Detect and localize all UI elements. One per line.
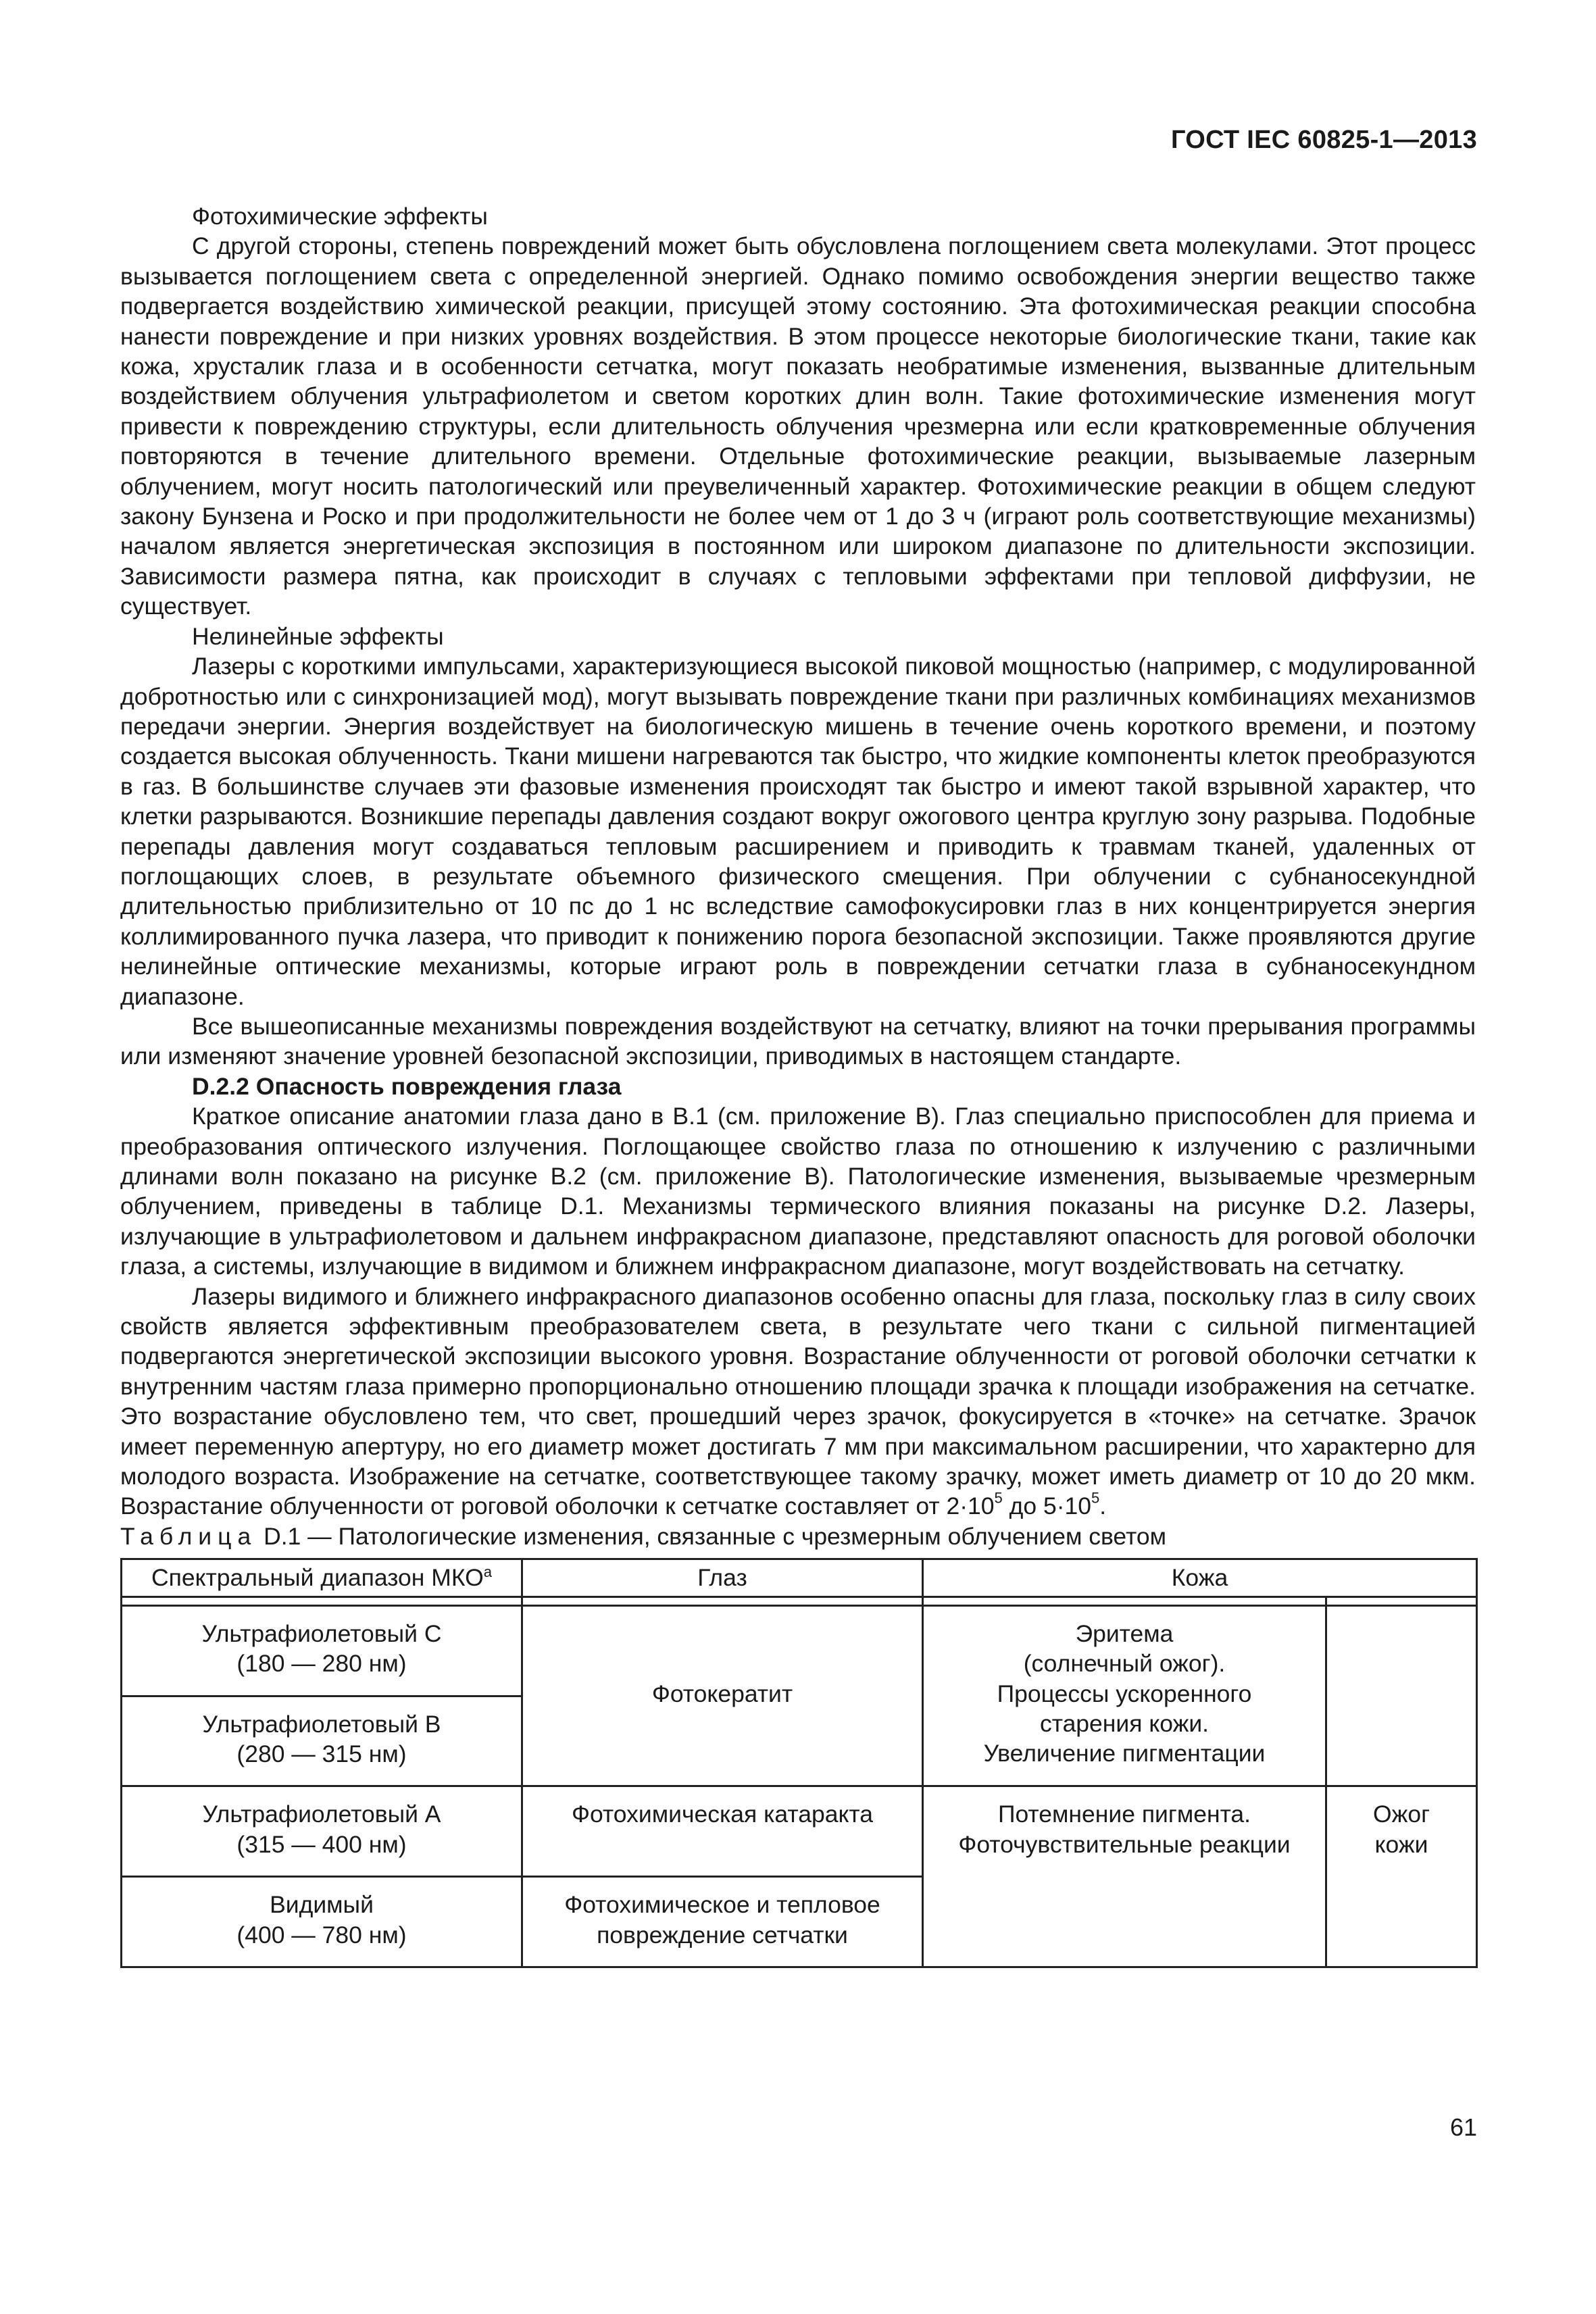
paragraph-visible-text-2: до 5·10 [1002, 1492, 1092, 1520]
pathology-table [120, 1558, 1478, 1968]
header-skin: Кожа [923, 1559, 1477, 1596]
header-eye: Глаз [522, 1559, 923, 1596]
table-row [122, 1786, 1477, 1877]
table-caption [120, 1521, 1476, 1551]
paragraph-photochemical: С другой стороны, степень повреждений может быть обусловлена поглощением света молекулами. Этот процесс вызывается поглощением света с определенной энергией. Однако помимо освобождения энергии вещество также подвергается воздействию химической реакции, присущей этому состоянию. Эта фотохимическая реакции способна нанести повреждение и при низких уровнях воздействия. В этом процессе некоторые биологические ткани, такие как кожа, хрусталик глаза и в особенности сетчатка, могут показать необратимые изменения, вызванные длительным воздействием облучения ультрафиолетом и светом коротких длин волн. Такие фотохимические изменения могут привести к повреждению структуры, если длительность облучения чрезмерна или если кратковременные облучения повторяются в течение длительного времени. Отдельные фотохимические реакции, вызываемые лазерным облучением, могут носить патологический или преувеличенный характер. Фотохимические реакции в общем следуют закону Бунзена и Роско и при продолжительности не более чем от 1 до 3 ч (играют роль соответствующие механизмы) началом является энергетическая экспозиция в постоянном или широком диапазоне по длительности экспозиции. Зависимости размера пятна, как происходит в случаях с тепловыми эффектами при тепловой диффузии, не существует. [120, 232, 1476, 620]
cell-uvb: Ультрафиолетовый В (280 — 315 нм) [122, 1696, 522, 1786]
header-spectral-footnote: а [483, 1563, 492, 1581]
table-caption-prefix: Таблица [120, 1522, 257, 1550]
paragraph-mechanisms: Все вышеописанные механизмы повреждения воздействуют на сетчатку, влияют на точки прерывания программы или изменяют значение уровней безопасной экспозиции, приводимых в настоящем стандарте. [120, 1012, 1476, 1070]
cell-uva: Ультрафиолетовый А (315 — 400 нм) [122, 1786, 522, 1877]
cell-pigment-darkening: Потемнение пигмента. Фоточувствительные реакции [923, 1786, 1326, 1967]
paragraph-anatomy: Краткое описание анатомии глаза дано в В.1 (см. приложение В). Глаз специально приспособлен для приема и преобразования оптического излучения. Поглощающее свойство глаза по отношению к излучению с различными длинами волн показано на рисунке В.2 (см. приложение В). Патологические изменения, вызываемые чрезмерным облучением, приведены в таблице D.1. Механизмы термического влияния показаны на рисунке D.2. Лазеры, излучающие в ультрафиолетовом и дальнем инфракрасном диапазоне, представляют опасность для роговой оболочки глаза, а системы, излучающие в видимом и ближнем инфракрасном диапазоне, могут воздействовать на сетчатку. [120, 1103, 1476, 1280]
paragraph-visible-end: . [1099, 1492, 1107, 1520]
table-caption-text: D.1 — Патологические изменения, связанные с чрезмерным облучением светом [257, 1522, 1166, 1550]
page-number: 61 [1449, 2113, 1477, 2141]
cell-retina-damage: Фотохимическое и тепловое повреждение сетчатки [522, 1877, 923, 1967]
header-separator [122, 1596, 1477, 1605]
table-row [122, 1605, 1477, 1696]
standard-header: ГОСТ IEC 60825-1—2013 [1170, 126, 1477, 154]
cell-erythema: Эритема (солнечный ожог). Процессы ускоренного старения кожи. Увеличение пигментации [923, 1605, 1326, 1786]
subheading-photochemical: Фотохимические эффекты [192, 203, 488, 230]
cell-photochem-cataract: Фотохимическая катаракта [522, 1786, 923, 1877]
cell-skin-burn: Ожог кожи [1326, 1786, 1477, 1967]
exponent-1: 5 [994, 1489, 1003, 1507]
subheading-nonlinear: Нелинейные эффекты [192, 622, 444, 650]
header-spectral-text: Спектральный диапазон МКО [151, 1564, 484, 1592]
cell-photokeratitis: Фотокератит [522, 1605, 923, 1786]
cell-uvc: Ультрафиолетовый С (180 — 280 нм) [122, 1605, 522, 1696]
cell-visible: Видимый (400 — 780 нм) [122, 1877, 522, 1967]
paragraph-visible-text: Лазеры видимого и ближнего инфракрасного диапазонов особенно опасны для глаза, поскольку глаз в силу своих свойств является эффективным преобразователем света, в результате чего ткани с сильной пигментацией подвергаются энергетической экспозиции высокого уровня. Возрастание облученности от роговой оболочки сетчатки к внутренним частям глаза примерно пропорционально отношению площади зрачка к площади изображения на сетчатке. Это возрастание обусловлено тем, что свет, прошедший через зрачок, фокусируется в «точке» на сетчатке. Зрачок имеет переменную апертуру, но его диаметр может достигать 7 мм при максимальном расширении, что характерно для молодого возраста. Изображение на сетчатке, соответствующее такому зрачку, может иметь диаметр от 10 до 20 мкм. Возрастание облученности от роговой оболочки к сетчатке составляет от 2·10 [120, 1282, 1476, 1520]
document-body [120, 201, 1476, 1968]
paragraph-nonlinear: Лазеры с короткими импульсами, характеризующиеся высокой пиковой мощностью (например, с модулированной добротностью или с синхронизацией мод), могут вызывать повреждение ткани при различных комбинациях механизмов передачи энергии. Энергия воздействует на биологическую мишень в течение очень короткого времени, и поэтому создается высокая облученность. Ткани мишени нагреваются так быстро, что жидкие компоненты клеток преобразуются в газ. В большинстве случаев эти фазовые изменения происходят так быстро и имеют такой взрывной характер, что клетки разрываются. Возникшие перепады давления создают вокруг ожогового центра круглую зону разрыва. Подобные перепады давления могут создаваться тепловым расширением и приводить к травмам тканей, удаленных от поглощающих слоев, в результате объемного физического смещения. При облучении с субнаносекундной длительностью приблизительно от 10 пс до 1 нс вследствие самофокусировки глаз в них концентрируется энергия коллимированного пучка лазера, что приводит к понижению порога безопасной экспозиции. Также проявляются другие нелинейные оптические механизмы, которые играют роль в повреждении сетчатки глаза в субнаносекундном диапазоне. [120, 653, 1476, 1010]
paragraph-visible-lasers [120, 1282, 1476, 1521]
cell-skin-empty [1326, 1605, 1477, 1786]
header-spectral [122, 1559, 522, 1596]
exponent-2: 5 [1091, 1489, 1100, 1507]
section-heading-d22: D.2.2 Опасность повреждения глаза [192, 1072, 622, 1100]
table-header-row [122, 1559, 1477, 1596]
